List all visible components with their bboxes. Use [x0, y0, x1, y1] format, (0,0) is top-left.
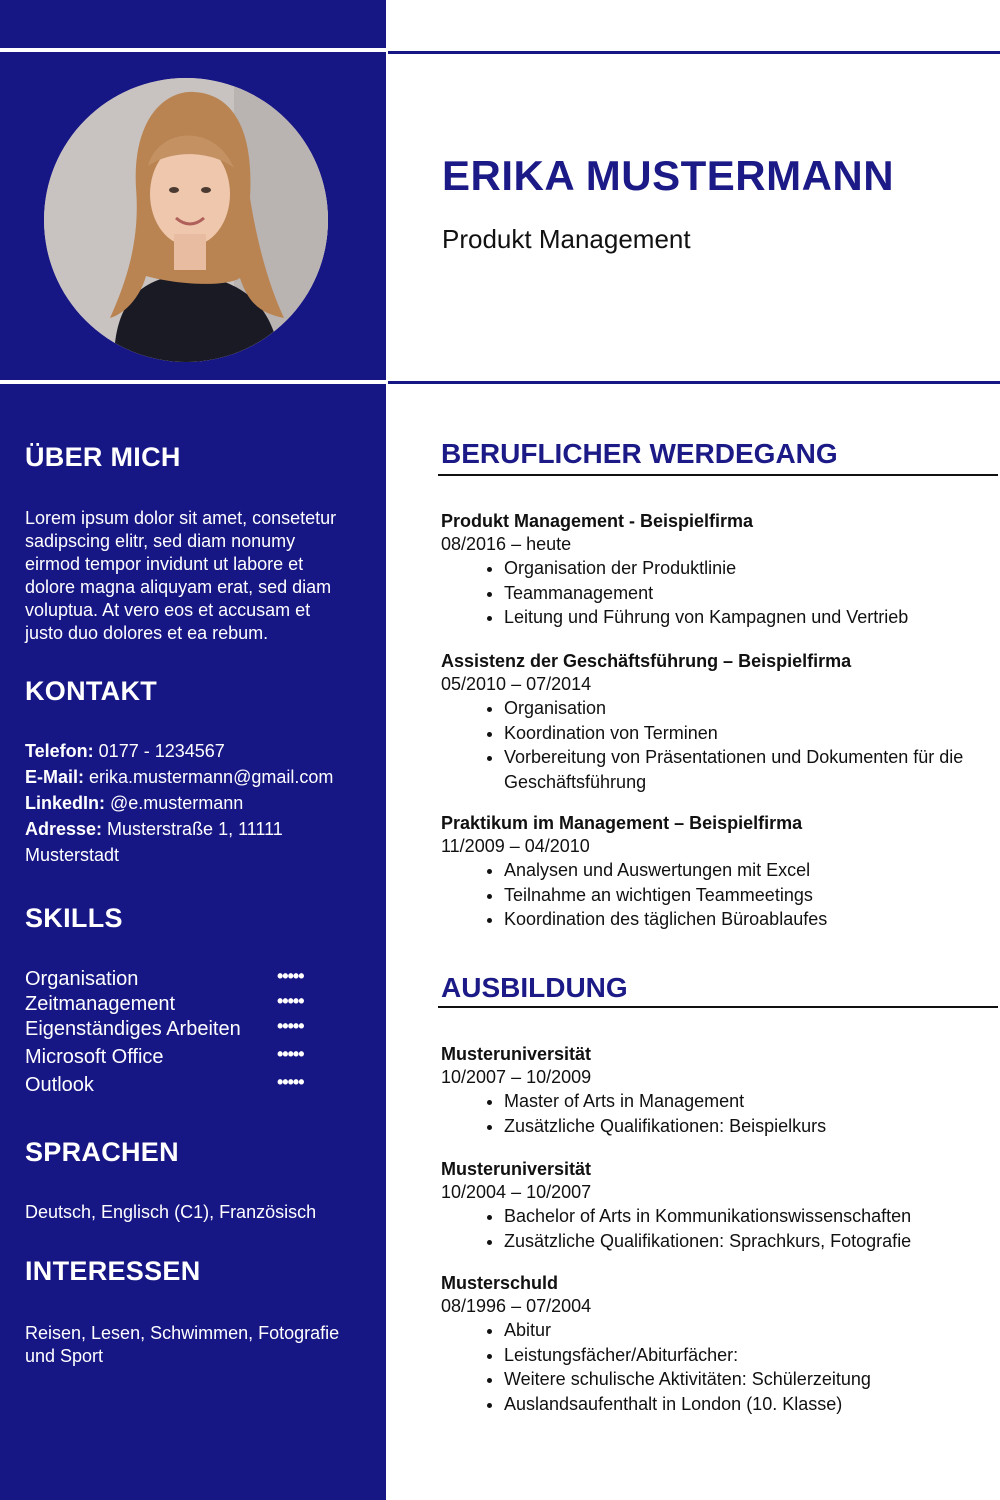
contact-email: E-Mail: erika.mustermann@gmail.com	[25, 767, 334, 787]
list-item: • Vorbereitung von Präsentationen und Dokumenten für die Geschäftsführung	[504, 745, 986, 794]
skill-row: Zeitmanagement •••••	[25, 991, 304, 1015]
list-item: • Master of Arts in Management	[504, 1089, 986, 1114]
entry-date: 10/2004 – 10/2007	[441, 1182, 592, 1202]
skill-rating: •••••	[277, 1072, 304, 1092]
contact-phone: Telefon: 0177 - 1234567	[25, 741, 225, 761]
candidate-name: ERIKA MUSTERMANN	[442, 152, 895, 199]
entry-date: 10/2007 – 10/2009	[441, 1067, 592, 1087]
skill-row: Microsoft Office •••••	[25, 1044, 304, 1068]
skill-rating: •••••	[277, 1044, 304, 1064]
entry-title: Assistenz der Geschäftsführung – Beispielfirma	[441, 651, 852, 671]
entry-bullets	[441, 1089, 986, 1138]
list-item: • Leitung und Führung von Kampagnen und Vertrieb	[504, 605, 986, 630]
career-rule	[438, 474, 998, 476]
list-item: • Zusätzliche Qualifikationen: Sprachkurs, Fotografie	[504, 1229, 986, 1254]
about-line: sadipscing elitr, sed diam nonumy	[25, 531, 296, 551]
list-item: • Analysen und Auswertungen mit Excel	[504, 858, 986, 883]
interests-heading: INTERESSEN	[25, 1256, 201, 1286]
education-entry	[441, 1272, 986, 1416]
entry-bullets	[441, 1204, 986, 1253]
entry-bullets	[441, 858, 986, 932]
skill-row: Organisation •••••	[25, 966, 304, 990]
entry-bullets	[441, 556, 986, 630]
list-item: • Auslandsaufenthalt in London (10. Klasse)	[504, 1392, 986, 1417]
education-entry	[441, 1043, 986, 1138]
skill-rating: •••••	[277, 991, 304, 1011]
entry-title: Musteruniversität	[441, 1159, 592, 1179]
list-item: • Abitur	[504, 1318, 986, 1343]
skill-row: Eigenständiges Arbeiten •••••	[25, 1016, 304, 1040]
list-item: • Teilnahme an wichtigen Teammeetings	[504, 883, 986, 908]
education-heading: AUSBILDUNG	[441, 972, 628, 1003]
sidebar-divider-bottom	[0, 380, 386, 384]
about-line: dolore magna aliquyam erat, sed diam	[25, 577, 332, 597]
contact-block	[25, 738, 375, 868]
about-line: Lorem ipsum dolor sit amet, consetetur	[25, 508, 337, 528]
entry-date: 05/2010 – 07/2014	[441, 674, 592, 694]
about-line: justo duo dolores et ea rebum.	[25, 623, 269, 643]
portrait-icon	[44, 78, 328, 362]
skill-rating: •••••	[277, 1016, 304, 1036]
languages-heading: SPRACHEN	[25, 1137, 179, 1167]
header-rule-top	[388, 51, 1000, 54]
list-item: • Koordination von Terminen	[504, 721, 986, 746]
entry-bullets	[441, 1318, 986, 1416]
career-entry	[441, 650, 986, 794]
list-item: • Organisation	[504, 696, 986, 721]
contact-linkedin: LinkedIn: @e.mustermann	[25, 793, 244, 813]
career-entry	[441, 510, 986, 630]
entry-date: 11/2009 – 04/2010	[441, 836, 590, 856]
about-line: voluptua. At vero eos et accusam et	[25, 600, 311, 620]
list-item: • Weitere schulische Aktivitäten: Schülerzeitung	[504, 1367, 986, 1392]
skill-row: Outlook •••••	[25, 1072, 304, 1096]
sidebar-divider-top	[0, 48, 386, 52]
entry-title: Musterschuld	[441, 1273, 559, 1293]
list-item: • Organisation der Produktlinie	[504, 556, 986, 581]
entry-bullets	[441, 696, 986, 794]
header-rule-bottom	[388, 381, 1000, 384]
skill-rating: •••••	[277, 966, 304, 986]
candidate-role: Produkt Management	[442, 224, 691, 254]
education-entry	[441, 1158, 986, 1253]
entry-title: Musteruniversität	[441, 1044, 592, 1064]
contact-address-city: Musterstadt	[25, 845, 120, 865]
about-heading: ÜBER MICH	[25, 442, 181, 472]
portrait-photo	[44, 78, 328, 362]
entry-title: Praktikum im Management – Beispielfirma	[441, 813, 803, 833]
languages-text: Deutsch, Englisch (C1), Französisch	[25, 1202, 317, 1222]
list-item: • Zusätzliche Qualifikationen: Beispielkurs	[504, 1114, 986, 1139]
entry-date: 08/2016 – heute	[441, 534, 572, 554]
entry-title: Produkt Management - Beispielfirma	[441, 511, 754, 531]
about-line: eirmod tempor invidunt ut labore et	[25, 554, 304, 574]
contact-address: Adresse: Musterstraße 1, 11111	[25, 819, 283, 839]
contact-heading: KONTAKT	[25, 676, 158, 706]
list-item: • Teammanagement	[504, 581, 986, 606]
about-text	[25, 507, 375, 645]
interests-text: Reisen, Lesen, Schwimmen, Fotografie und Sport	[25, 1323, 340, 1366]
list-item: • Koordination des täglichen Büroablaufes	[504, 907, 986, 932]
list-item: • Leistungsfächer/Abiturfächer:	[504, 1343, 986, 1368]
entry-date: 08/1996 – 07/2004	[441, 1296, 592, 1316]
career-entry	[441, 812, 986, 932]
education-rule	[438, 1006, 998, 1008]
career-heading: BERUFLICHER WERDEGANG	[441, 438, 838, 469]
list-item: • Bachelor of Arts in Kommunikationswissenschaften	[504, 1204, 986, 1229]
skills-heading: SKILLS	[25, 903, 123, 933]
